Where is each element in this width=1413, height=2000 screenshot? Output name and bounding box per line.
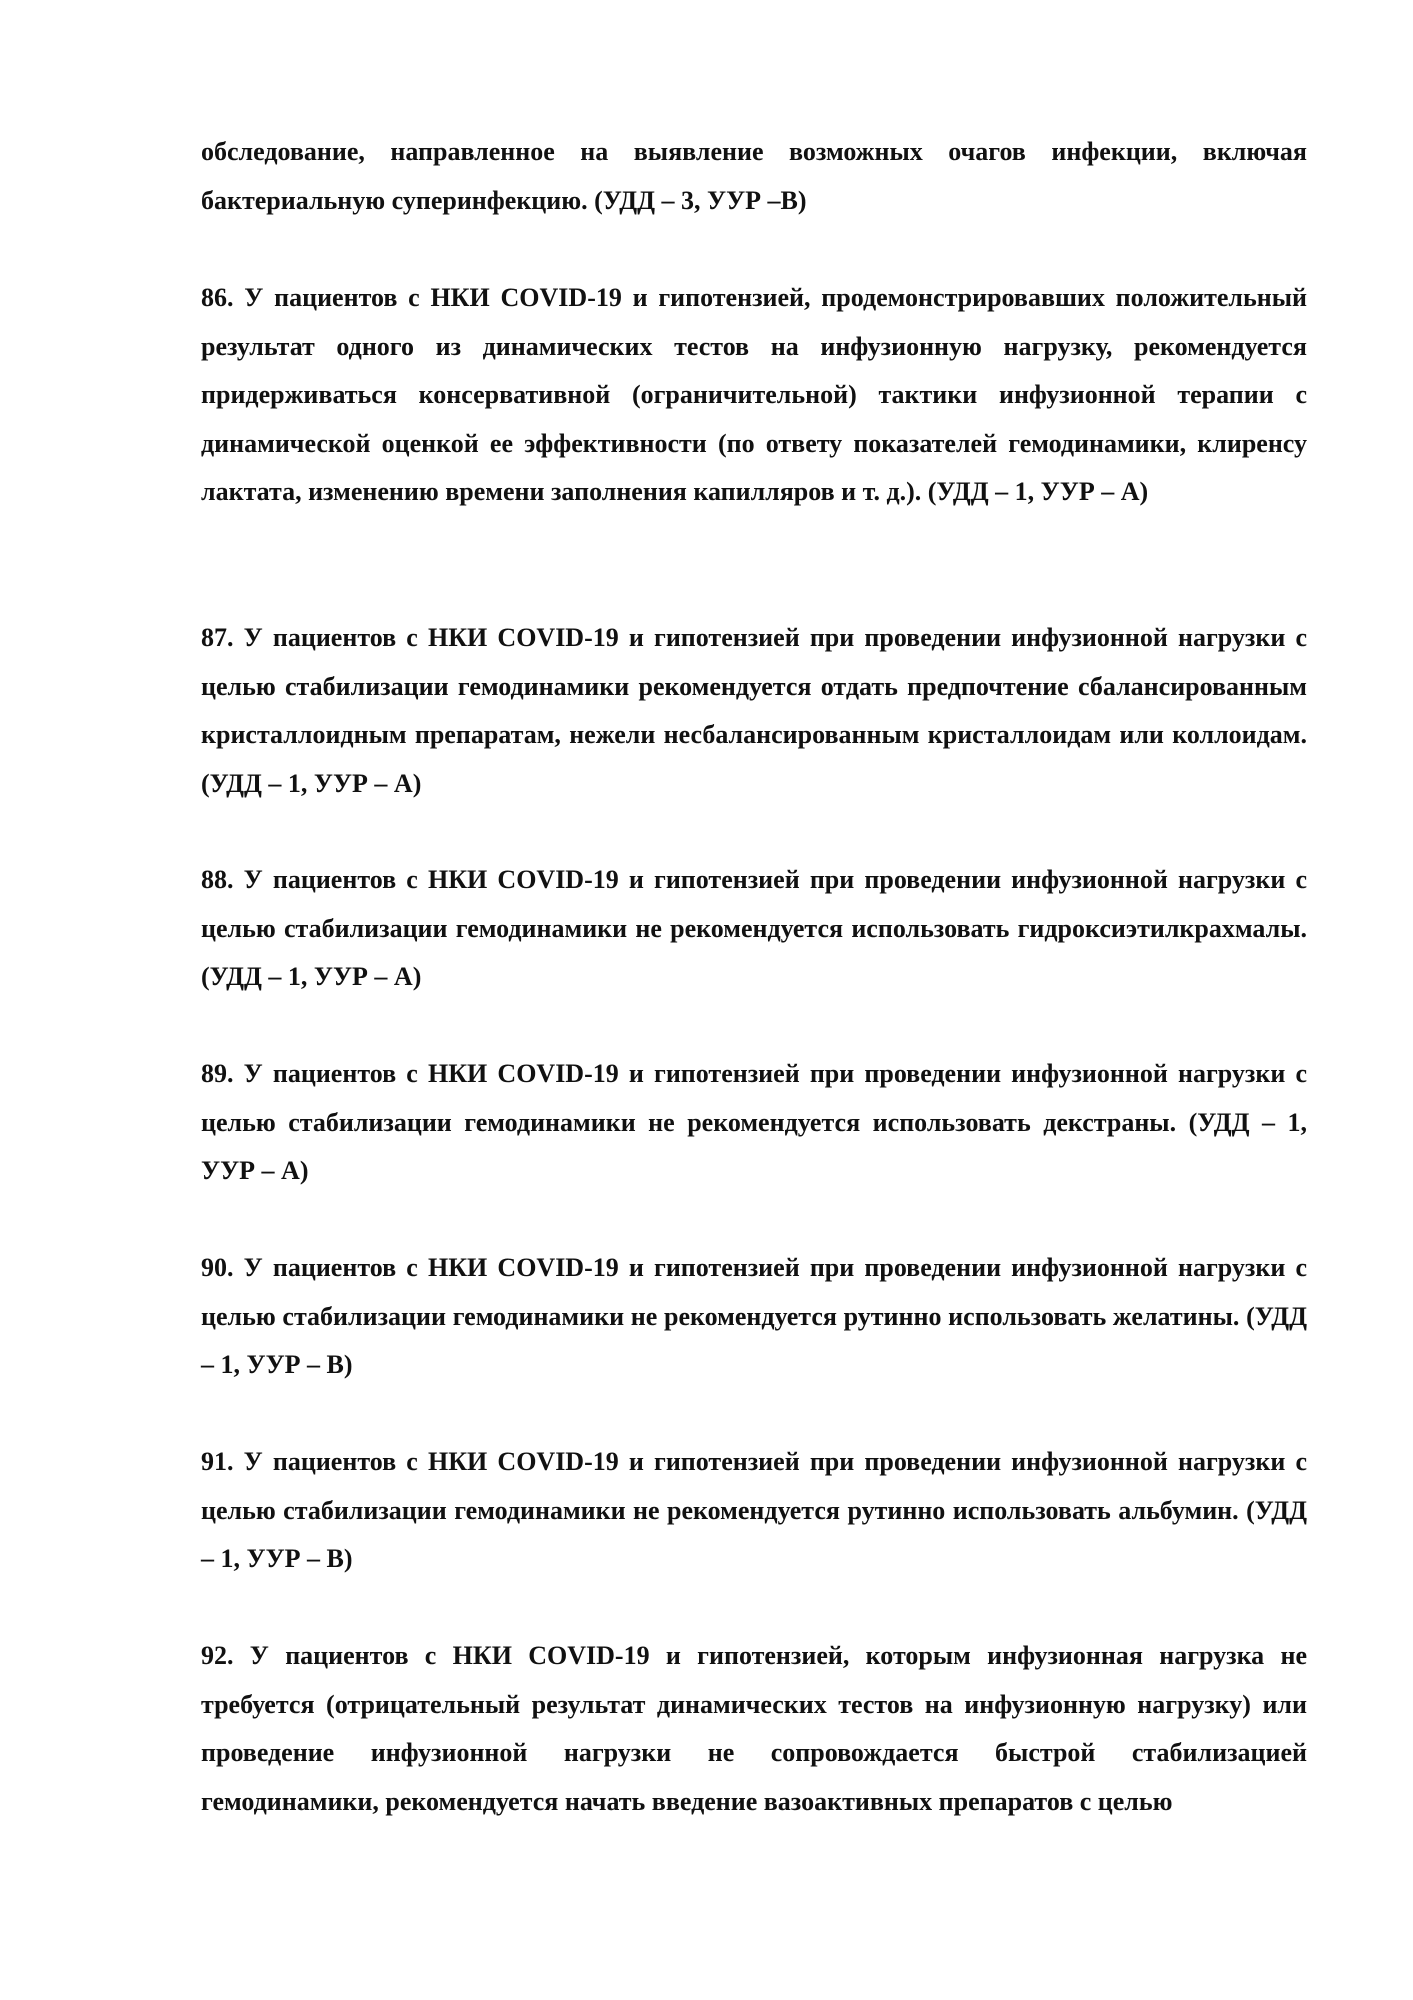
paragraph-92: 92. У пациентов с НКИ COVID-19 и гипотензией, которым инфузионная нагрузка не требуется (отрицательный результат динамических тестов на инфузионную нагрузку) или проведение инфузионной нагрузки не сопровождается быстрой стабилизацией гемодинамики, рекомендуется начать введение вазоактивных препаратов с целью	[201, 1641, 1307, 1816]
paragraph-91: 91. У пациентов с НКИ COVID-19 и гипотензией при проведении инфузионной нагрузки с целью стабилизации гемодинамики не рекомендуется рутинно использовать альбумин. (УДД – 1, УУР – В)	[201, 1447, 1307, 1573]
paragraph-89: 89. У пациентов с НКИ COVID-19 и гипотензией при проведении инфузионной нагрузки с целью стабилизации гемодинамики не рекомендуется использовать декстраны. (УДД – 1, УУР – А)	[201, 1059, 1307, 1185]
paragraph-88: 88. У пациентов с НКИ COVID-19 и гипотензией при проведении инфузионной нагрузки с целью стабилизации гемодинамики не рекомендуется использовать гидроксиэтилкрахмалы. (УДД – 1, УУР – А)	[201, 865, 1307, 991]
paragraph-86: 86. У пациентов с НКИ COVID-19 и гипотензией, продемонстрировавших положительный результат одного из динамических тестов на инфузионную нагрузку, рекомендуется придерживаться консервативной (ограничительной) тактики инфузионной терапии с динамической оценкой ее эффективности (по ответу показателей гемодинамики, клиренсу лактата, изменению времени заполнения капилляров и т. д.). (УДД – 1, УУР – А)	[201, 283, 1307, 506]
paragraph-continuation: обследование, направленное на выявление возможных очагов инфекции, включая бактериальную суперинфекцию. (УДД – 3, УУР –В)	[201, 137, 1307, 215]
paragraph-87: 87. У пациентов с НКИ COVID-19 и гипотензией при проведении инфузионной нагрузки с целью стабилизации гемодинамики рекомендуется отдать предпочтение сбалансированным кристаллоидным препаратам, нежели несбалансированным кристаллоидам или коллоидам. (УДД – 1, УУР – А)	[201, 623, 1307, 798]
paragraph-90: 90. У пациентов с НКИ COVID-19 и гипотензией при проведении инфузионной нагрузки с целью стабилизации гемодинамики не рекомендуется рутинно использовать желатины. (УДД – 1, УУР – В)	[201, 1253, 1307, 1379]
